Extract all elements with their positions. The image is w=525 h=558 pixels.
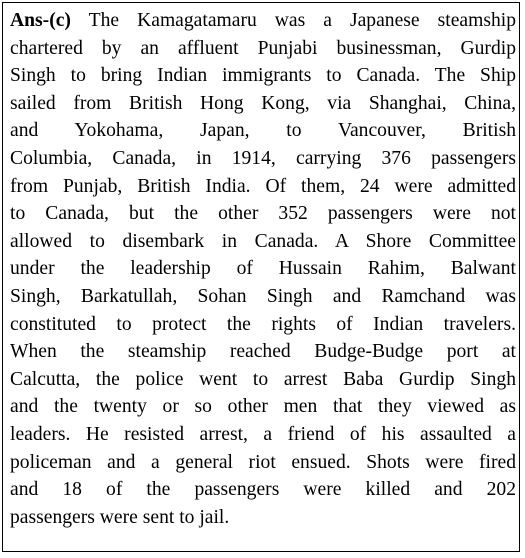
answer-line-8: to Canada, but the other 352 passengers were not [10, 203, 516, 225]
answer-line-5: and Yokohama, Japan, to Vancouver, British [10, 120, 516, 142]
answer-line-14: Calcutta, the police went to arrest Baba Gurdip Singh [10, 368, 516, 390]
answer-text [10, 7, 516, 531]
answer-line-17: policeman and a general riot ensued. Shots were fired [10, 451, 516, 473]
answer-line-1 [10, 7, 516, 35]
answer-line-6: Columbia, Canada, in 1914, carrying 376 passengers [10, 147, 516, 169]
answer-line-10: under the leadership of Hussain Rahim, Balwant [10, 258, 516, 280]
answer-line-11: Singh, Barkatullah, Sohan Singh and Ramchand was [10, 285, 516, 307]
answer-line-2: chartered by an affluent Punjabi businessman, Gurdip [10, 37, 516, 59]
answer-line-19: passengers were sent to jail. [10, 506, 230, 528]
answer-line-4: sailed from British Hong Kong, via Shanghai, China, [10, 92, 516, 114]
answer-line-15: and the twenty or so other men that they viewed as [10, 396, 516, 418]
answer-line-13: When the steamship reached Budge-Budge port at [10, 341, 516, 363]
answer-line-12: constituted to protect the rights of Indian travelers. [10, 313, 516, 335]
answer-box [2, 2, 520, 552]
answer-line-18: and 18 of the passengers were killed and 202 [10, 479, 516, 501]
answer-line-9: allowed to disembark in Canada. A Shore Committee [10, 230, 516, 252]
answer-line-7: from Punjab, British India. Of them, 24 were admitted [10, 175, 516, 197]
answer-label: Ans-(c) [10, 10, 71, 31]
answer-line-1-text: The Kamagatamaru was a Japanese steamship [70, 10, 516, 31]
answer-line-3: Singh to bring Indian immigrants to Canada. The Ship [10, 65, 516, 87]
answer-line-16: leaders. He resisted arrest, a friend of his assaulted a [10, 423, 516, 445]
